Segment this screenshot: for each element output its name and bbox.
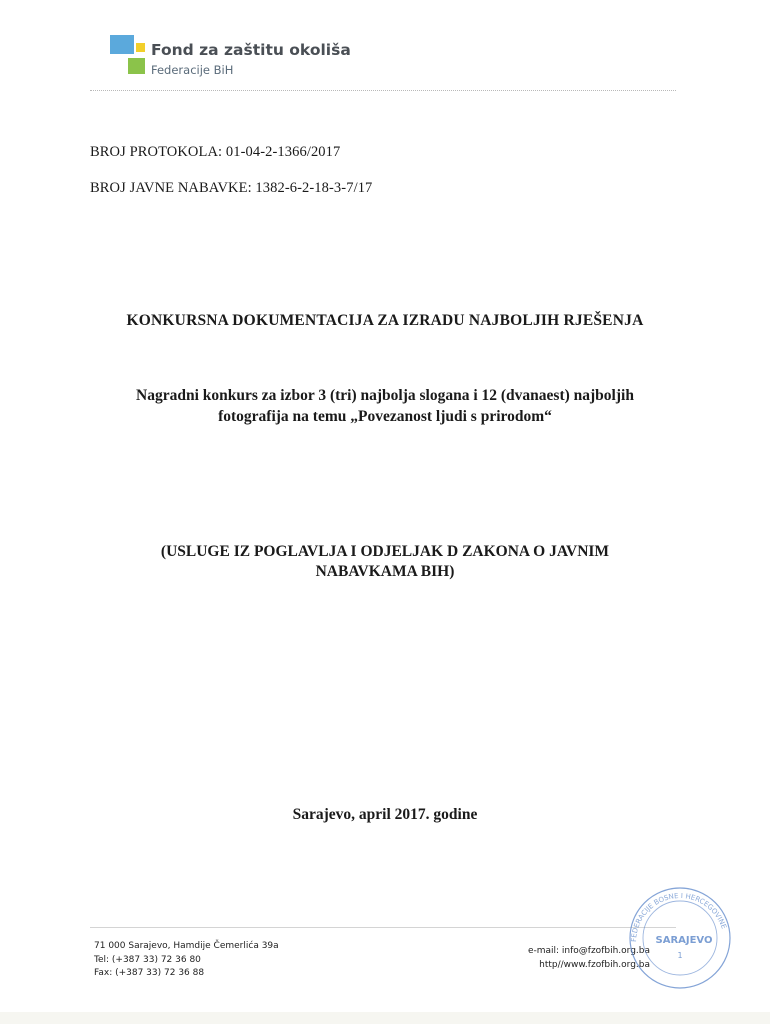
- services-note: [80, 542, 690, 582]
- logo-yellow-square: [136, 43, 145, 52]
- footer-divider: [90, 927, 676, 928]
- official-stamp: [614, 880, 746, 990]
- logo-blue-square: [110, 35, 134, 54]
- procurement-number: BROJ JAVNE NABAVKE: 1382-6-2-18-3-7/17: [90, 180, 373, 196]
- footer-address-block: [94, 940, 279, 981]
- document-subtitle: [80, 385, 690, 427]
- footer-web: http//www.fzofbih.org.ba: [539, 960, 650, 970]
- services-line-2: NABAVKAMA BIH): [315, 563, 455, 580]
- document-title: KONKURSNA DOKUMENTACIJA ZA IZRADU NAJBOLJIH RJEŠENJA: [126, 312, 644, 329]
- stamp-city: SARAJEVO: [655, 935, 713, 946]
- subtitle-line-1: Nagradni konkurs za izbor 3 (tri) najbolja slogana i 12 (dvanaest) najboljih: [136, 387, 634, 404]
- stamp-number: 1: [677, 951, 683, 960]
- header-divider: [90, 90, 676, 91]
- logo-green-square: [128, 58, 145, 74]
- protocol-number: BROJ PROTOKOLA: 01-04-2-1366/2017: [90, 144, 341, 160]
- logo-subtitle: Federacije BiH: [151, 63, 234, 77]
- footer-address: 71 000 Sarajevo, Hamdije Čemerlića 39a: [94, 941, 279, 951]
- services-line-1: (USLUGE IZ POGLAVLJA I ODJELJAK D ZAKONA O JAVNIM: [160, 543, 610, 560]
- place-date: Sarajevo, april 2017. godine: [292, 806, 478, 823]
- footer-fax: Fax: (+387 33) 72 36 88: [94, 968, 205, 978]
- footer-email: e-mail: info@fzofbih.org.ba: [527, 946, 650, 956]
- logo-title: Fond za zaštitu okoliša: [151, 41, 351, 59]
- stamp-ring-text: FEDERACIJE BOSNE I HERCEGOVINE: [629, 891, 728, 943]
- subtitle-line-2: fotografija na temu „Povezanost ljudi s prirodom“: [218, 408, 552, 425]
- footer-tel: Tel: (+387 33) 72 36 80: [94, 954, 201, 965]
- scan-edge: [0, 1012, 770, 1024]
- organization-logo: [108, 33, 368, 81]
